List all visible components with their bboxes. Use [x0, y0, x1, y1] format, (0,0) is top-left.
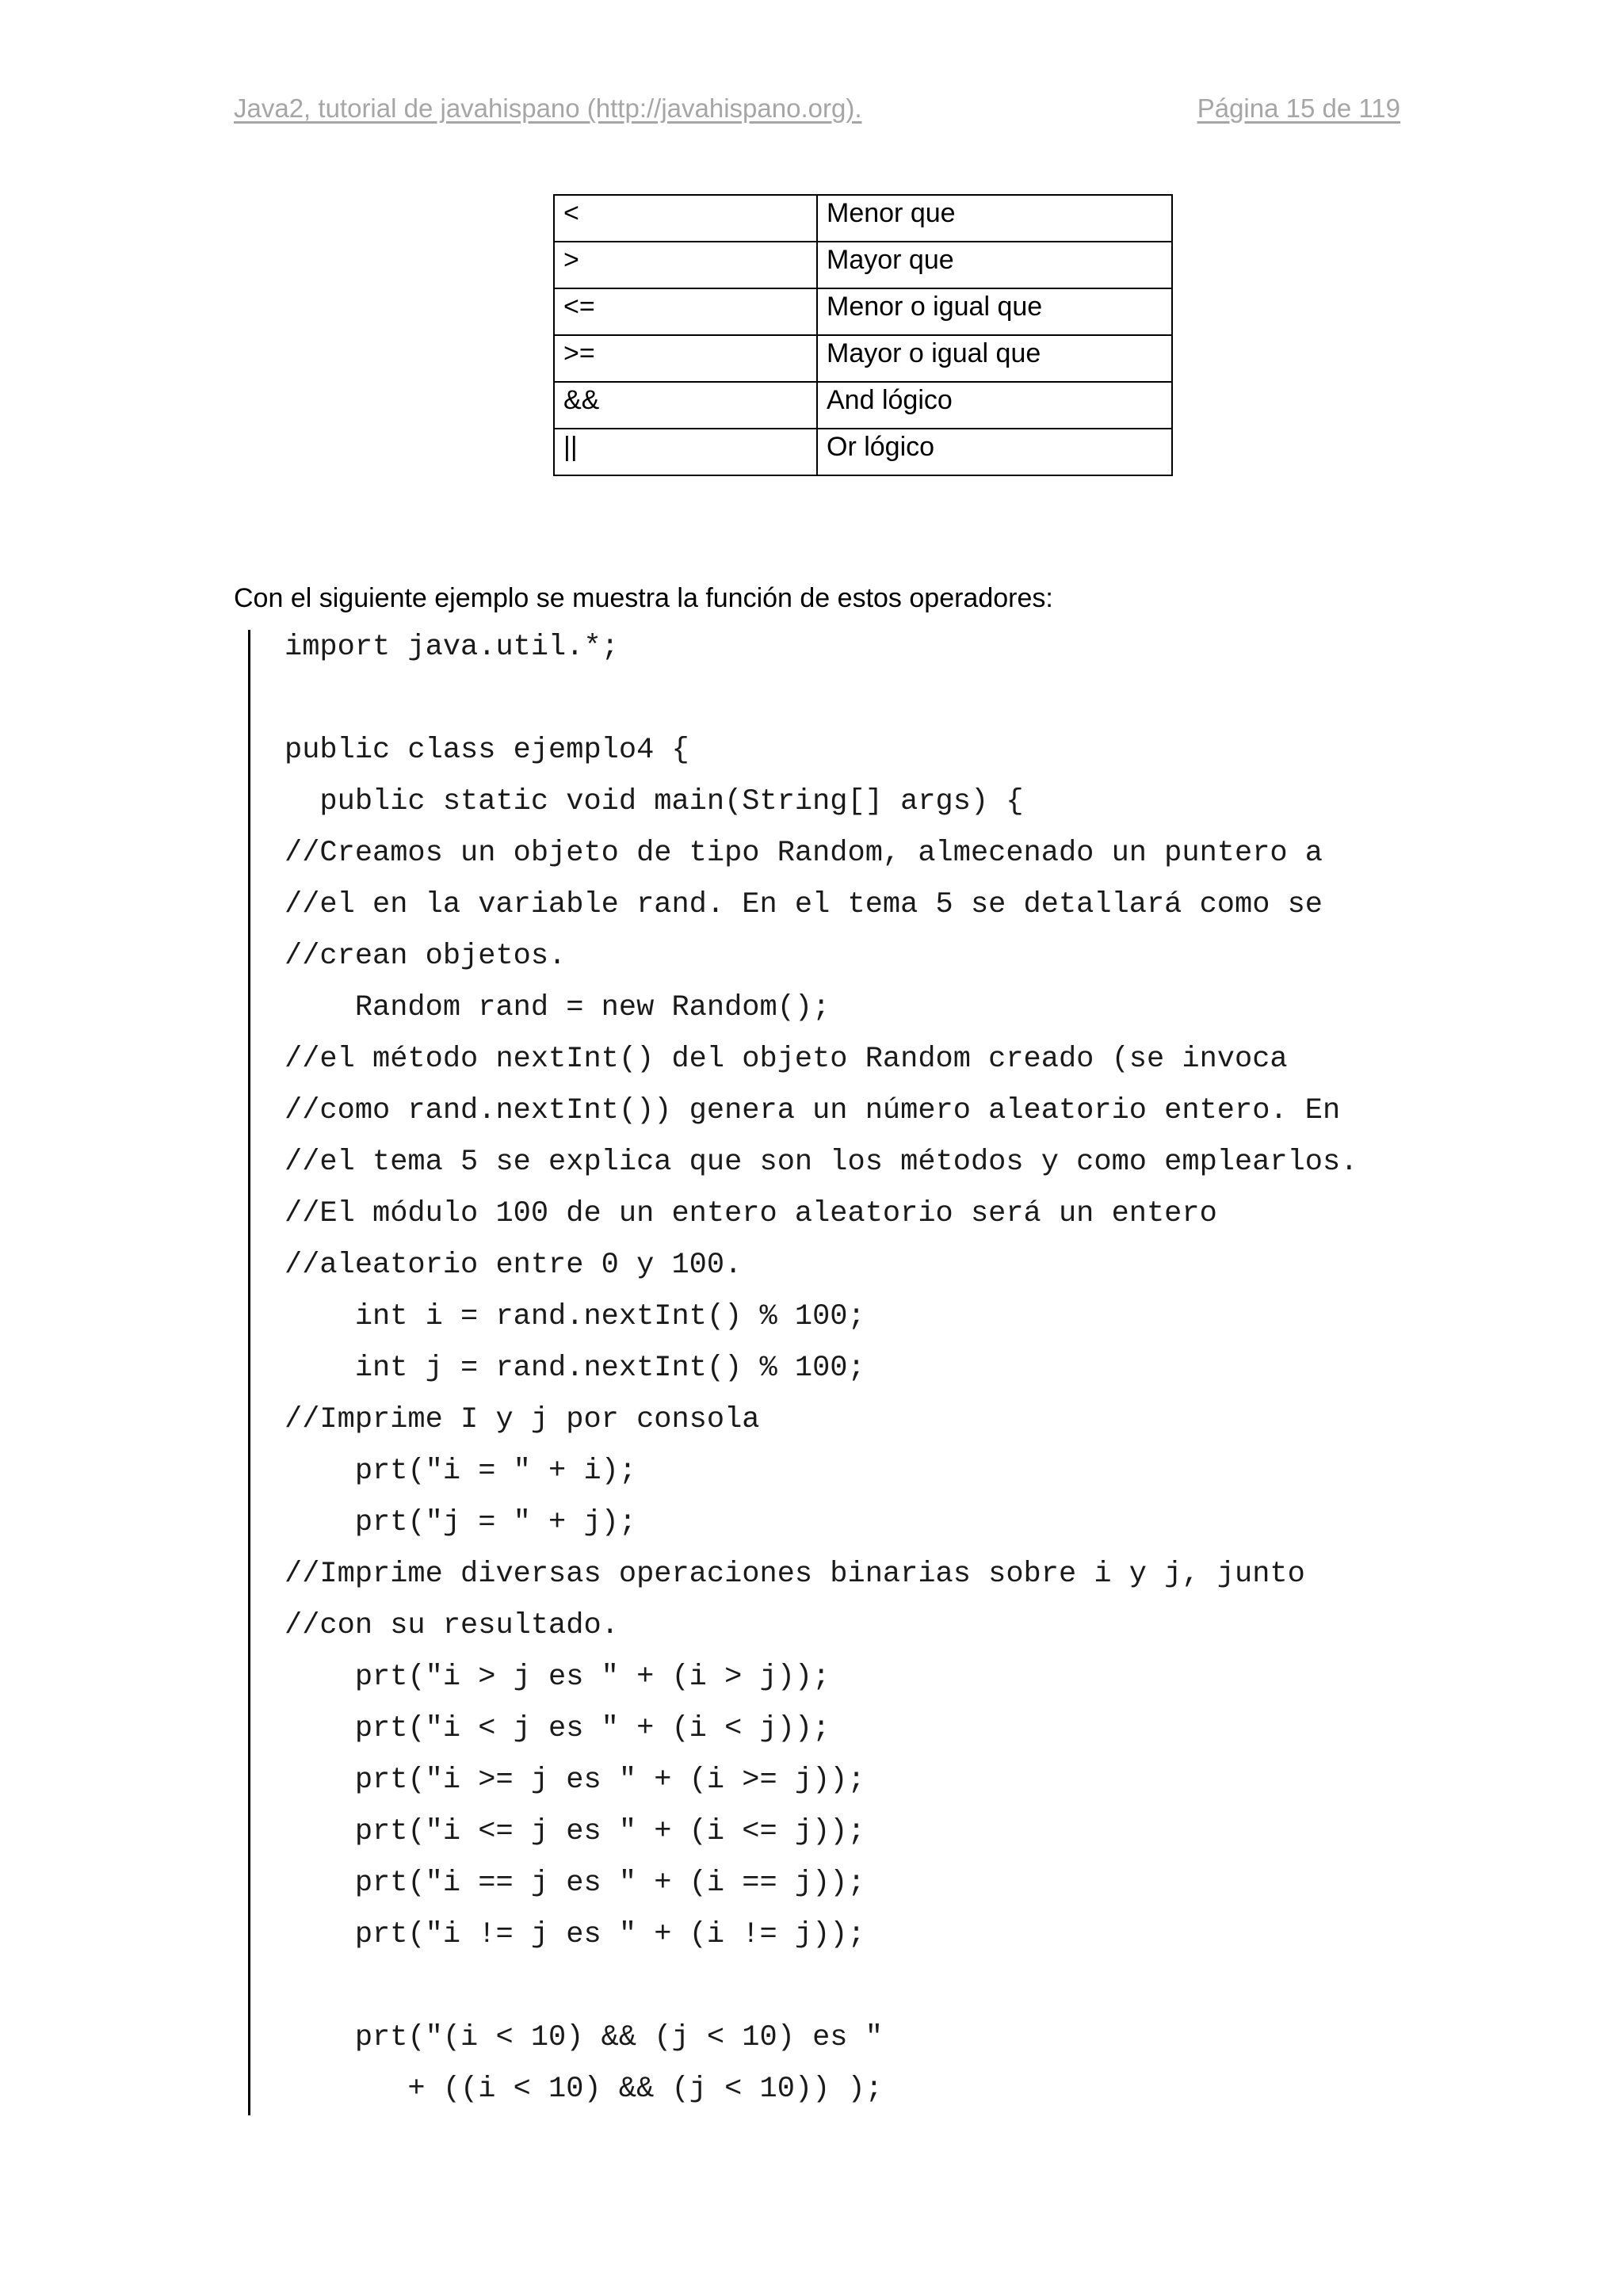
- page-header: [234, 93, 1400, 133]
- code-line: //con su resultado.: [285, 1609, 619, 1642]
- operator-meaning: Menor que: [817, 195, 1172, 242]
- code-line: int i = rand.nextInt() % 100;: [285, 1300, 865, 1333]
- code-line: //el método nextInt() del objeto Random creado (se invoca: [285, 1043, 1288, 1076]
- code-line: prt("(i < 10) && (j < 10) es ": [285, 2021, 883, 2054]
- table-row: [554, 195, 1172, 242]
- table-row: [554, 242, 1172, 288]
- code-line: //el tema 5 se explica que son los métodos y como emplearlos.: [285, 1146, 1358, 1179]
- operator-meaning: Mayor que: [817, 242, 1172, 288]
- intro-paragraph: Con el siguiente ejemplo se muestra la función de estos operadores:: [234, 583, 1053, 613]
- code-line: //Imprime I y j por consola: [285, 1403, 760, 1436]
- code-line: //como rand.nextInt()) genera un número aleatorio entero. En: [285, 1094, 1341, 1127]
- operator-symbol: >=: [554, 335, 817, 382]
- code-line: //crean objetos.: [285, 940, 567, 973]
- code-line: //Imprime diversas operaciones binarias sobre i y j, junto: [285, 1558, 1305, 1591]
- operator-meaning: Mayor o igual que: [817, 335, 1172, 382]
- operator-meaning: Menor o igual que: [817, 288, 1172, 335]
- code-line: import java.util.*;: [285, 631, 619, 664]
- header-title: Java2, tutorial de javahispano (http://javahispano.org).: [234, 93, 862, 123]
- code-listing: [248, 630, 1439, 2115]
- code-line: prt("i < j es " + (i < j));: [285, 1712, 831, 1745]
- table-row: [554, 335, 1172, 382]
- table-row: [554, 288, 1172, 335]
- operator-symbol: ||: [554, 429, 817, 475]
- operator-meaning: And lógico: [817, 382, 1172, 429]
- code-line: prt("i >= j es " + (i >= j));: [285, 1764, 865, 1797]
- operator-meaning: Or lógico: [817, 429, 1172, 475]
- table-row: [554, 429, 1172, 475]
- code-line: //Creamos un objeto de tipo Random, almecenado un puntero a: [285, 837, 1323, 870]
- operator-symbol: >: [554, 242, 817, 288]
- code-line: //el en la variable rand. En el tema 5 se detallará como se: [285, 888, 1323, 921]
- code-line: public class ejemplo4 {: [285, 734, 689, 767]
- code-line: Random rand = new Random();: [285, 991, 831, 1024]
- code-line: prt("i = " + i);: [285, 1455, 637, 1488]
- operator-symbol: &&: [554, 382, 817, 429]
- operator-symbol: <: [554, 195, 817, 242]
- code-line: int j = rand.nextInt() % 100;: [285, 1352, 865, 1385]
- code-line: prt("i != j es " + (i != j));: [285, 1918, 865, 1951]
- operator-symbol: <=: [554, 288, 817, 335]
- code-line: + ((i < 10) && (j < 10)) );: [285, 2073, 883, 2106]
- code-line: //aleatorio entre 0 y 100.: [285, 1249, 743, 1282]
- operators-table: [553, 194, 1173, 476]
- header-page-number: Página 15 de 119: [1197, 93, 1400, 123]
- code-line: prt("j = " + j);: [285, 1506, 637, 1539]
- code-line: prt("i <= j es " + (i <= j));: [285, 1815, 865, 1848]
- table-row: [554, 382, 1172, 429]
- code-line: prt("i == j es " + (i == j));: [285, 1867, 865, 1900]
- code-line: public static void main(String[] args) {: [285, 785, 1024, 818]
- code-line: //El módulo 100 de un entero aleatorio será un entero: [285, 1197, 1217, 1230]
- code-line: prt("i > j es " + (i > j));: [285, 1661, 831, 1694]
